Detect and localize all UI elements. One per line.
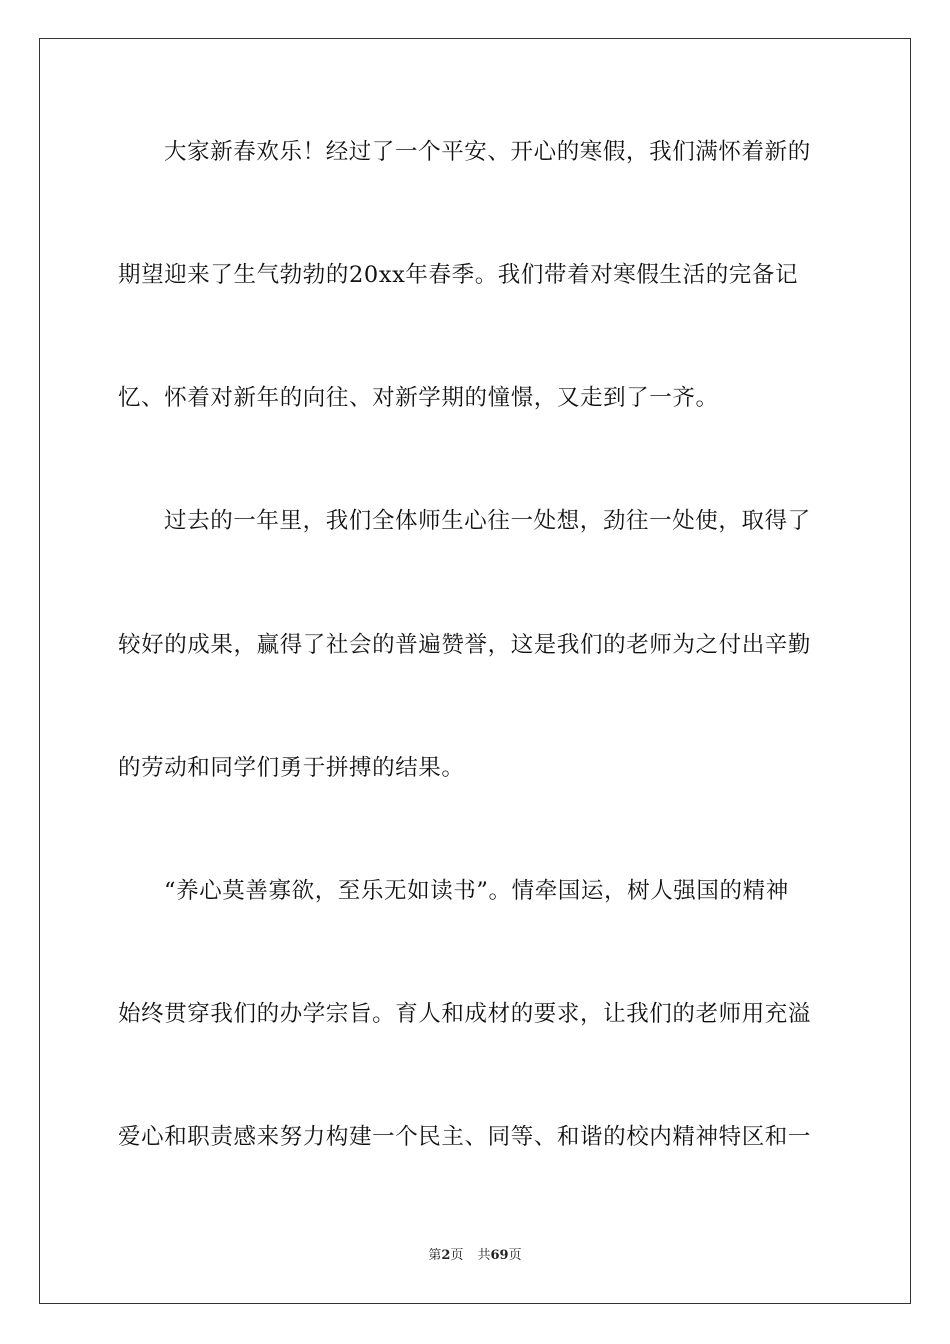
paragraph-2-line-1: 过去的一年里，我们全体师生心往一处想，劲往一处使，取得了 xyxy=(164,508,811,534)
footer-page-prefix: 第 xyxy=(428,1248,442,1263)
paragraph-2-line-3: 的劳动和同学们勇于拼搏的结果。 xyxy=(118,755,465,781)
paragraph-3-line-3: 爱心和职责感来努力构建一个民主、同等、和谐的校内精神特区和一 xyxy=(118,1124,812,1150)
page-footer xyxy=(0,1247,950,1265)
footer-page-suffix: 页 xyxy=(450,1248,464,1263)
paragraph-1-line-3: 忆、怀着对新年的向往、对新学期的憧憬，又走到了一齐。 xyxy=(118,385,719,411)
paragraph-1-line-1: 大家新春欢乐！经过了一个平安、开心的寒假，我们满怀着新的 xyxy=(164,139,811,165)
page-frame xyxy=(39,38,911,1304)
footer-total-suffix: 页 xyxy=(508,1248,522,1263)
paragraph-3-line-2: 始终贯穿我们的办学宗旨。育人和成材的要求，让我们的老师用充溢 xyxy=(118,1001,812,1027)
paragraph-1-line-2: 期望迎来了生气勃勃的20xx年春季。我们带着对寒假生活的完备记 xyxy=(118,262,799,288)
footer-page-number: 2 xyxy=(441,1248,451,1263)
paragraph-3-line-1: “养心莫善寡欲，至乐无如读书”。情牵国运，树人强国的精神 xyxy=(164,878,789,904)
footer-total-pages: 69 xyxy=(490,1248,509,1263)
paragraph-2-line-2: 较好的成果，赢得了社会的普遍赞誉，这是我们的老师为之付出辛勤 xyxy=(118,632,812,658)
footer-total-prefix: 共 xyxy=(477,1248,491,1263)
